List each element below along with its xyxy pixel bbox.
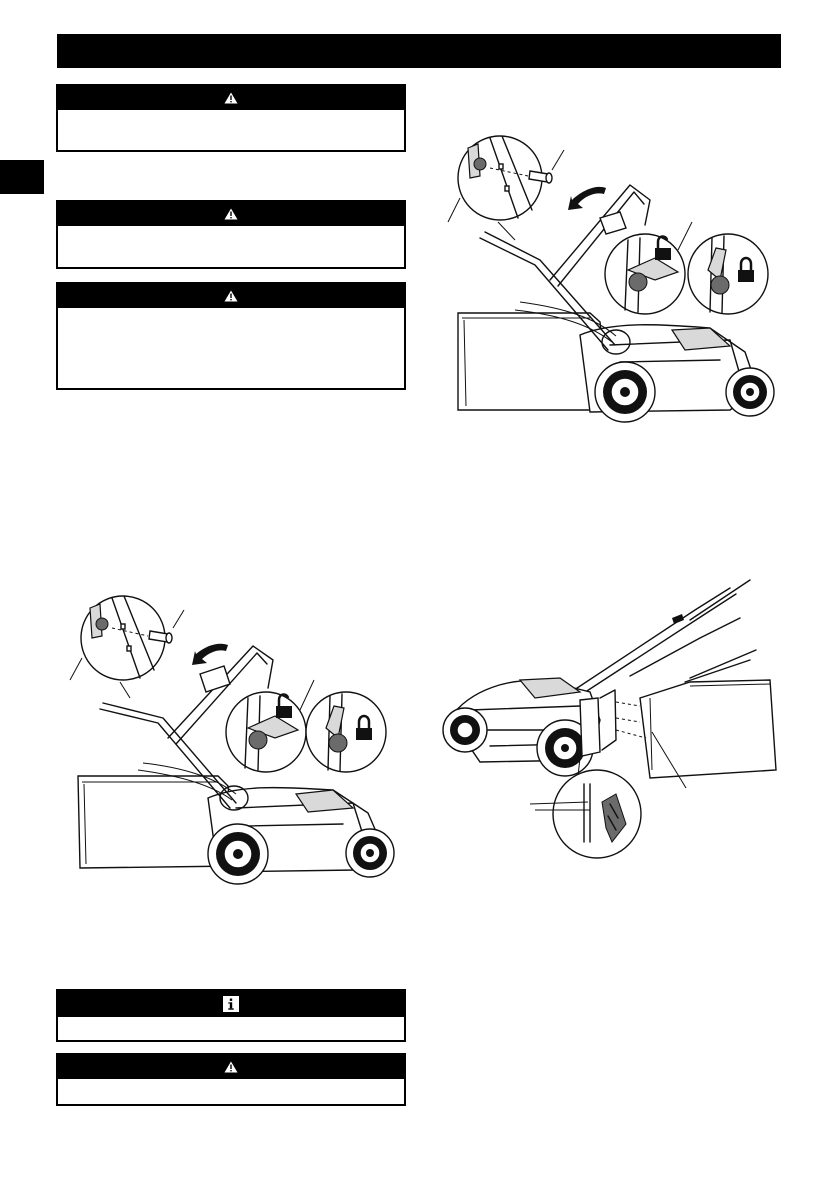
warning-box-header: [58, 1055, 404, 1079]
warning-triangle-icon: [224, 208, 238, 220]
warning-triangle-icon: [224, 290, 238, 302]
handle-fold-figure-bottom-left: [68, 598, 408, 888]
warning-box-header: [58, 284, 404, 308]
handle-fold-figure-top-right: [440, 130, 790, 430]
warning-box-3: [56, 282, 406, 390]
info-icon: [223, 996, 239, 1012]
warning-triangle-icon: [224, 92, 238, 104]
page-header-bar: [57, 34, 781, 68]
info-box: [56, 989, 406, 1042]
warning-box-4: [56, 1053, 406, 1106]
side-tab: [0, 160, 44, 194]
warning-box-1: [56, 84, 406, 152]
warning-triangle-icon: [224, 1061, 238, 1073]
grass-bag-attach-figure: [440, 580, 790, 870]
warning-box-2: [56, 200, 406, 269]
warning-box-header: [58, 202, 404, 226]
warning-box-header: [58, 86, 404, 110]
info-box-header: [58, 991, 404, 1017]
